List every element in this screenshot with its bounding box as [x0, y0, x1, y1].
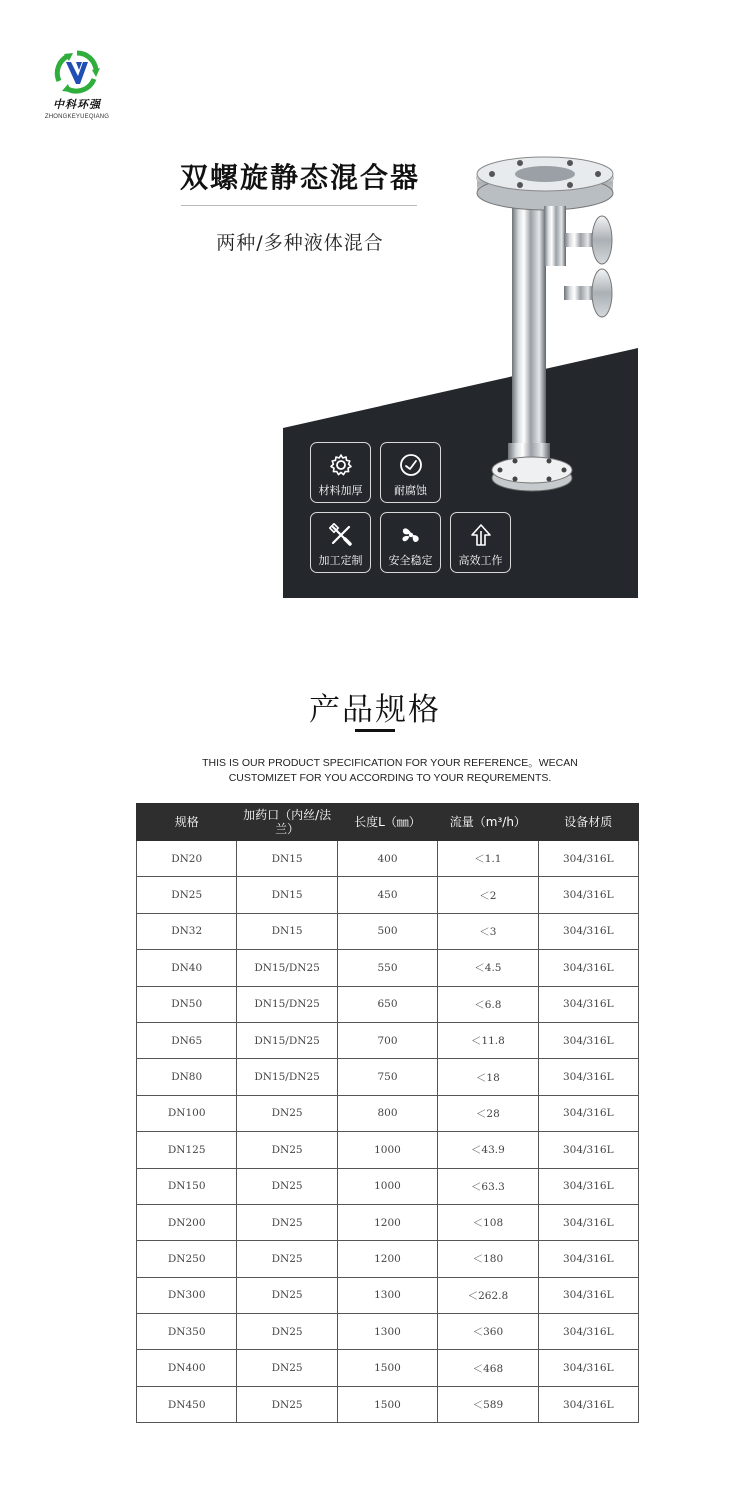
table-cell: DN25 — [237, 1241, 337, 1277]
feature-corrosion-resistant — [380, 442, 441, 503]
static-mixer-product-image — [470, 148, 630, 508]
table-cell: 304/316L — [538, 841, 638, 877]
table-cell: 304/316L — [538, 1059, 638, 1095]
feature-efficient-work — [450, 512, 511, 573]
table-row — [137, 1350, 639, 1386]
table-cell: 304/316L — [538, 1241, 638, 1277]
spec-section-title: 产品规格 — [309, 692, 441, 728]
table-row — [137, 913, 639, 949]
feature-label: 加工定制 — [318, 554, 363, 567]
logo-chinese-name: 中科环强 — [53, 98, 101, 111]
table-cell: DN50 — [137, 986, 237, 1022]
table-cell: DN32 — [137, 913, 237, 949]
table-cell: 700 — [337, 1022, 437, 1058]
table-cell: 750 — [337, 1059, 437, 1095]
table-cell: DN40 — [137, 950, 237, 986]
table-cell: 304/316L — [538, 986, 638, 1022]
table-cell: DN300 — [137, 1277, 237, 1313]
feature-label: 材料加厚 — [318, 484, 363, 497]
table-cell: ＜6.8 — [438, 986, 538, 1022]
feature-label: 高效工作 — [458, 554, 503, 567]
table-row — [137, 877, 639, 913]
header-cell: 长度L（㎜） — [337, 804, 437, 841]
table-cell: 304/316L — [538, 1022, 638, 1058]
table-cell: DN15 — [237, 841, 337, 877]
table-row — [137, 1168, 639, 1204]
feature-label: 耐腐蚀 — [394, 484, 427, 497]
table-cell: ＜18 — [438, 1059, 538, 1095]
table-row — [137, 841, 639, 877]
table-row — [137, 1314, 639, 1350]
table-cell: ＜28 — [438, 1095, 538, 1131]
table-cell: DN15/DN25 — [237, 986, 337, 1022]
table-cell: ＜11.8 — [438, 1022, 538, 1058]
table-cell: ＜43.9 — [438, 1132, 538, 1168]
table-cell: 304/316L — [538, 877, 638, 913]
table-cell: DN150 — [137, 1168, 237, 1204]
table-cell: DN25 — [237, 1132, 337, 1168]
spec-table — [136, 803, 639, 1423]
table-cell: 1500 — [337, 1386, 437, 1422]
table-row — [137, 1204, 639, 1240]
spec-intro-text: THIS IS OUR PRODUCT SPECIFICATION FOR YOUR REFERENCE。WECAN CUSTOMIZET FOR YOU ACCORDING TO YOUR REQUREMENTS. — [202, 757, 578, 784]
table-cell: 1000 — [337, 1132, 437, 1168]
feature-material-thickened — [310, 442, 371, 503]
feature-custom-processing — [310, 512, 371, 573]
table-cell: 304/316L — [538, 1314, 638, 1350]
table-cell: DN25 — [237, 1277, 337, 1313]
table-cell: DN80 — [137, 1059, 237, 1095]
table-cell: 304/316L — [538, 1095, 638, 1131]
table-cell: 500 — [337, 913, 437, 949]
logo-english-name: ZHONGKEYUEQIANG — [44, 114, 110, 120]
gauge-icon — [399, 453, 423, 477]
table-cell: DN350 — [137, 1314, 237, 1350]
table-cell: DN15/DN25 — [237, 1022, 337, 1058]
table-cell: 304/316L — [538, 1386, 638, 1422]
table-cell: 450 — [337, 877, 437, 913]
table-row — [137, 1022, 639, 1058]
table-cell: ＜108 — [438, 1204, 538, 1240]
title-divider — [181, 205, 417, 206]
header-cell: 规格 — [137, 804, 237, 841]
table-cell: 304/316L — [538, 1350, 638, 1386]
table-cell: 1200 — [337, 1204, 437, 1240]
table-cell: DN15/DN25 — [237, 1059, 337, 1095]
table-cell: 1000 — [337, 1168, 437, 1204]
table-row — [137, 950, 639, 986]
gear-icon — [329, 453, 353, 477]
table-cell: DN25 — [237, 1350, 337, 1386]
table-cell: 304/316L — [538, 1168, 638, 1204]
recycle-logo-icon — [54, 50, 100, 94]
product-title: 双螺旋静态混合器 — [179, 161, 420, 194]
table-cell: DN25 — [237, 1314, 337, 1350]
table-cell: DN450 — [137, 1386, 237, 1422]
table-cell: DN125 — [137, 1132, 237, 1168]
table-cell: DN200 — [137, 1204, 237, 1240]
table-cell: ＜360 — [438, 1314, 538, 1350]
table-cell: DN25 — [237, 1095, 337, 1131]
header-cell: 加药口（内丝/法兰） — [237, 804, 337, 841]
feature-label: 安全稳定 — [388, 554, 433, 567]
table-cell: ＜63.3 — [438, 1168, 538, 1204]
table-cell: 1200 — [337, 1241, 437, 1277]
table-cell: ＜589 — [438, 1386, 538, 1422]
table-cell: 800 — [337, 1095, 437, 1131]
spec-title-underline — [355, 729, 395, 732]
table-cell: ＜180 — [438, 1241, 538, 1277]
table-cell: 304/316L — [538, 913, 638, 949]
company-logo — [44, 50, 110, 128]
table-row — [137, 1059, 639, 1095]
table-cell: DN15/DN25 — [237, 950, 337, 986]
table-row — [137, 1277, 639, 1313]
spec-table-header-row — [137, 804, 639, 841]
table-cell: DN15 — [237, 877, 337, 913]
table-cell: ＜262.8 — [438, 1277, 538, 1313]
table-row — [137, 1241, 639, 1277]
table-cell: ＜2 — [438, 877, 538, 913]
header-cell: 设备材质 — [538, 804, 638, 841]
table-row — [137, 986, 639, 1022]
table-cell: 1300 — [337, 1277, 437, 1313]
table-cell: DN25 — [137, 877, 237, 913]
tools-icon — [329, 523, 353, 547]
table-row — [137, 1132, 639, 1168]
table-row — [137, 1095, 639, 1131]
table-cell: DN25 — [237, 1168, 337, 1204]
table-cell: 400 — [337, 841, 437, 877]
table-cell: DN250 — [137, 1241, 237, 1277]
table-cell: ＜1.1 — [438, 841, 538, 877]
table-cell: ＜4.5 — [438, 950, 538, 986]
table-cell: DN25 — [237, 1386, 337, 1422]
table-cell: DN20 — [137, 841, 237, 877]
table-cell: DN65 — [137, 1022, 237, 1058]
header-cell: 流量（m³/h） — [438, 804, 538, 841]
table-cell: 304/316L — [538, 1132, 638, 1168]
product-subtitle: 两种/多种液体混合 — [216, 232, 384, 254]
table-row — [137, 1386, 639, 1422]
feature-safe-stable — [380, 512, 441, 573]
table-cell: 1500 — [337, 1350, 437, 1386]
arrow-up-icon — [469, 523, 493, 547]
table-cell: DN25 — [237, 1204, 337, 1240]
table-cell: 304/316L — [538, 1204, 638, 1240]
table-cell: 550 — [337, 950, 437, 986]
table-cell: 1300 — [337, 1314, 437, 1350]
fan-icon — [399, 523, 423, 547]
table-cell: 650 — [337, 986, 437, 1022]
table-cell: 304/316L — [538, 1277, 638, 1313]
table-cell: 304/316L — [538, 950, 638, 986]
table-cell: ＜3 — [438, 913, 538, 949]
table-cell: DN15 — [237, 913, 337, 949]
table-cell: DN400 — [137, 1350, 237, 1386]
table-cell: DN100 — [137, 1095, 237, 1131]
table-cell: ＜468 — [438, 1350, 538, 1386]
